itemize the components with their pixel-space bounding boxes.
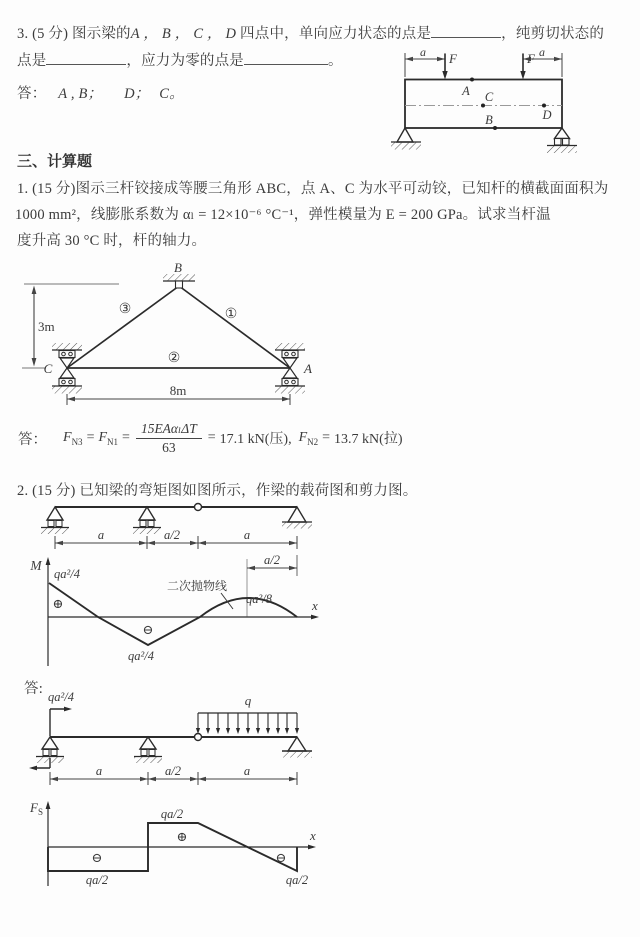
axis-arrow [46,557,51,565]
dim-arrow [140,777,148,782]
equals: = [122,430,130,446]
Fs-subscript: S [37,807,43,817]
roller-support-middle [134,737,162,763]
force-F-left-label: F [449,51,457,66]
fraction [136,421,202,455]
internal-hinge [195,504,202,511]
Fs-letter: F [30,800,38,815]
q3-answer-b: D； [124,86,150,102]
dim-arrow [437,57,445,62]
dim-arrow [289,566,297,571]
equals: = [207,430,216,446]
section-title: 三、计算题 [17,153,93,170]
roller-support [555,128,570,139]
moment-left-value: qa²/4 [54,567,80,581]
dim-arrow [32,358,37,367]
M-axis-label: M [30,558,42,573]
dim-arrow [190,777,198,782]
q1-line3: 度升高 30 °C 时，杆的轴力。 [17,233,207,249]
q1-line1: 1. (15 分)图示三杆铰接成等腰三角形 ABC，点 A、C 为水平可动铰，已知杆的横截面面积为 [17,181,609,197]
equals: = [322,430,331,446]
wall-hatch [163,274,195,281]
bar-1-label: ① [224,307,238,322]
q1-answer-formula [18,421,402,455]
point-B-label: B [485,113,493,127]
dim-a1-label: a [95,764,103,778]
load-diagram-figure [20,688,365,793]
dim-a-left-label: a [420,45,426,59]
q2-line: 2. (15 分) 已知梁的弯矩图如图所示，作梁的载荷图和剪力图。 [17,483,418,499]
sub-N2: N2 [307,436,319,447]
ground-hatch [547,146,577,153]
pin-support [397,128,413,142]
dim-arrow [289,541,297,546]
q3-letters: A ， B ， C ， D [130,26,241,42]
q3-text-3: ，纯剪切状态的 [501,26,605,42]
pin-B [176,281,183,288]
var-FN2: F [298,429,308,445]
axis-arrow [46,801,51,809]
dim-arrow [190,541,198,546]
x-axis-label: x [310,828,316,843]
dim-a3-label: a [243,528,251,542]
plus-sign: ⊕ [176,829,188,844]
dim-arrow [50,777,58,782]
fraction-numerator: 15EAαₗΔT [136,421,202,439]
couple-value-label: qa²/4 [48,690,74,704]
point-C-dot [481,104,485,108]
height-3m-label: 3m [38,319,55,334]
couple-arrow-bottom [29,766,37,771]
q3-beam-figure [390,45,635,163]
result-2: 13.7 kN(拉) [334,432,403,448]
dim-a3-label: a [243,764,251,778]
axis-arrow [308,845,316,850]
dim-arrow [198,541,206,546]
fraction-denominator: 63 [162,439,176,455]
sub-N1: N1 [107,436,119,447]
point-D-label: D [542,108,552,122]
q3-text-2: 四点中，单向应力状态的点是 [240,26,432,42]
force-F-right-label: F [527,51,535,66]
dim-arrow [55,541,63,546]
dim-arrow [67,397,75,402]
joint-B-label: B [174,260,182,275]
point-A-label: A [462,84,470,98]
member-3 [67,286,179,368]
bar-2-label: ② [167,351,181,366]
axis-arrow [311,615,319,620]
dim-arrow [282,397,290,402]
shear-left-value: qa/2 [85,873,109,887]
q3-line1 [17,22,604,43]
moment-min-value: qa²/4 [128,649,154,663]
point-D-dot [542,104,546,108]
bar-3-label: ③ [118,302,132,317]
truss-figure [2,255,337,415]
q3-answer-prefix: 答： [17,86,47,102]
dim-arrow [148,777,156,782]
dim-arrow [405,57,413,62]
moment-diagram-figure [25,493,365,673]
q3-text-5: ，应力为零的点是 [126,53,245,69]
pin-support-right [282,737,312,758]
roller-support-left [41,507,69,534]
dim-a-right-label: a [539,45,545,59]
Fs-axis-label [29,800,43,817]
dim-arrow [289,777,297,782]
q1-line2: 1000 mm²，线膨胀系数为 αₗ = 12×10⁻⁶ °C⁻¹，弹性模量为 E = 200 GPa。试求当杆温 [15,207,551,223]
ground-hatch [391,143,421,150]
point-B-dot [493,126,497,130]
pin-support-right [282,507,312,529]
q3-text-4: 点是 [17,53,47,69]
q3-answer-a: A , B； [58,86,103,102]
dim-a2-label: a/2 [165,764,181,778]
minus-sign: ⊖ [142,622,154,637]
q3-text-1: 3. (5 分) 图示梁的 [17,26,131,42]
q2-answer-prefix: 答: [24,681,43,697]
dim-a2-label: a/2 [164,528,180,542]
dim-arrow [147,541,155,546]
sub-N3: N3 [71,436,83,447]
q3-blank-1 [431,24,501,38]
x-axis-label: x [312,598,318,613]
dim-arrow [247,566,255,571]
roller-support-left [36,737,64,763]
minus-sign-left: ⊖ [91,850,103,865]
q3-answer [17,82,184,103]
joint-A-label: A [304,361,312,376]
dim-arrow [198,777,206,782]
joint-C-label: C [43,361,53,376]
q3-blank-3 [244,51,328,65]
shear-diagram-figure [20,796,365,896]
dim-arrow [554,57,562,62]
shear-right-value: qa/2 [285,873,309,887]
var-FN3: F [63,429,72,445]
dim-arrow [139,541,147,546]
q1-answer-prefix: 答： [18,431,47,448]
q3-answer-c: C。 [159,86,184,102]
q3-line2 [17,49,343,70]
dim-a-half-top-label: a/2 [264,553,280,567]
moment-peak-value: qa²/8 [246,592,272,606]
var-FN1: F [98,429,108,445]
equals: = [86,430,95,446]
couple-arrow-top [64,707,72,712]
parabola-note: 二次抛物线 [167,579,228,593]
dim-arrow [32,286,37,295]
plus-sign: ⊕ [52,596,64,611]
roller-support-middle [133,507,161,534]
shear-top-value: qa/2 [160,807,184,821]
minus-sign-right: ⊖ [275,850,287,865]
point-A-dot [470,78,474,82]
distributed-load [198,713,297,729]
point-C-label: C [484,90,494,104]
member-1 [179,286,290,368]
distributed-load-arrowheads [196,728,299,734]
base-8m-label: 8m [169,383,187,398]
dim-a1-label: a [97,528,105,542]
force-arrow [520,71,525,80]
result-1: 17.1 kN(压), [219,432,292,448]
q3-blank-2 [46,51,126,65]
q3-text-6: 。 [328,53,343,69]
load-q-label: q [244,693,252,708]
internal-hinge [195,734,202,741]
force-arrow [442,71,447,80]
